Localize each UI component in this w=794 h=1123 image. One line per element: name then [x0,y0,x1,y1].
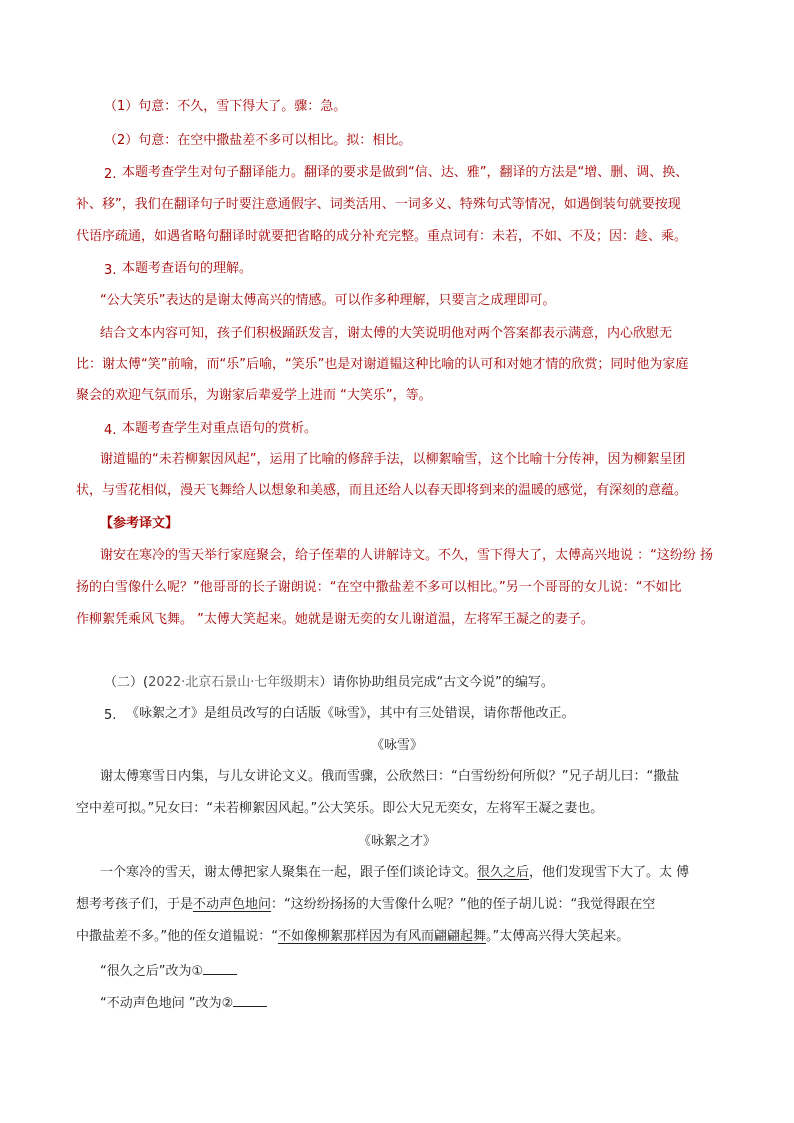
answer-2-number: 2. [104,167,117,182]
correction-2-label: “不动声色地问 ”改为② [100,996,234,1011]
section-2-header [104,674,554,692]
answer-3-line-4: 比：谢太傅“笑”前喻，而“乐”后喻，“笑乐”也是对谢道韫这种比喻的认可和对她才情的欣赏；同时他为家庭 [76,357,689,372]
answer-3-line-2: “公大笑乐”表达的是谢太傅高兴的情感。可以作多种理解，只要言之成理即可。 [100,293,556,308]
correction-1-blank[interactable] [203,962,237,975]
section-2-source: 2022·北京石景山·七年级期末 [148,675,320,690]
answer-4-line-2: 谢道韫的“未若柳絮因风起”，运用了比喻的修辞手法，以柳絮喻雪，这个比喻十分传神，因为柳絮呈团 [100,452,686,467]
reference-translation-title: 【参考译文】 [100,516,179,531]
section-2-suffix: ）请你协助组员完成“古文今说”的编写。 [319,675,554,690]
reference-translation-line-1: 谢安在寒冷的雪天举行家庭聚会，给子侄辈的人讲解诗文。不久，雪下得大了，太傅高兴地说 ：“这纷纷 扬 [100,548,714,563]
rewrite-line-2-text-b: ：“这纷纷扬扬的大雪像什么呢？”他的侄子胡儿说：“我觉得跟在空 [271,897,656,912]
correction-2 [100,994,267,1013]
rewrite-line-1 [100,864,689,882]
answer-2-line-1: 本题考查学生对句子翻译能力。翻译的要求是做到“信、达、雅”，翻译的方法是“增、删、调、换、 [122,165,689,180]
answer-4-number: 4. [104,423,117,438]
original-text-line-2: 空中差可拟。”兄女曰：“未若柳絮因风起。”公大笑乐。即公大兄无奕女，左将军王凝之妻也。 [76,801,604,816]
answer-1-part-1: （1）句意：不久，雪下得大了。骤：急。 [104,99,347,114]
rewrite-line-2 [76,896,655,914]
answer-2-line-3: 代语序疏通，如遇省略句翻译时就要把省略的成分补充完整。重点词有：未若，不如、不及；因：趁、乘。 [76,229,688,244]
question-5-prompt: 《咏絮之才》是组员改写的白话版《咏雪》，其中有三处错误，请你帮他改正。 [126,706,575,721]
correction-1 [100,962,237,981]
answer-3-line-5: 聚会的欢迎气氛而乐，为谢家后辈爱学上进而 “大笑乐”，等。 [76,388,432,403]
section-2-prefix: （二）( [104,675,149,690]
rewrite-line-2-text-a: 想考考孩子们，于是 [76,897,194,912]
rewrite-line-3 [76,928,629,946]
correction-1-label: “很久之后”改为① [100,964,204,979]
original-text-line-1: 谢太傅寒雪日内集，与儿女讲论文义。俄而雪骤，公欣然曰：“白雪纷纷何所似？”兄子胡儿曰：“撒盐 [100,769,680,784]
answer-3-number: 3. [104,263,117,278]
original-text-title: 《咏雪》 [370,738,423,753]
rewrite-title: 《咏絮之才》 [357,834,436,849]
answer-4-line-3: 状，与雪花相似，漫天飞舞给人以想象和美感，而且还给人以春天即将到来的温暖的感觉，有深刻的意蕴。 [76,483,688,498]
answer-4-line-1: 本题考查学生对重点语句的赏析。 [122,421,318,436]
answer-3-line-1: 本题考查语句的理解。 [122,261,253,276]
answer-1-part-2: （2）句意：在空中撒盐差不多可以相比。拟：相比。 [104,133,412,148]
error-phrase-1: 很久之后 [477,865,530,880]
rewrite-line-1-text-b: ，他们发现雪下大了。太 傅 [529,865,690,880]
rewrite-line-3-text-b: 。”太傅高兴得大笑起来。 [486,929,630,944]
error-phrase-2: 不动声色地问 [193,897,272,912]
reference-translation-line-2: 扬的白雪像什么呢？”他哥哥的长子谢朗说：“在空中撒盐差不多可以相比。”另一个哥哥的女儿说：“不如比 [76,580,682,595]
rewrite-line-1-text-a: 一个寒冷的雪天，谢太傅把家人聚集在一起，跟子侄们谈论诗文。 [100,865,478,880]
reference-translation-line-3: 作柳絮凭乘风飞舞。 ”太傅大笑起来。她就是谢无奕的女儿谢道温，左将军王凝之的妻子。 [76,612,594,627]
correction-2-blank[interactable] [233,994,267,1007]
error-phrase-3: 不如像柳絮那样因为有风而翩翩起舞 [277,929,486,944]
answer-3-line-3: 结合文本内容可知，孩子们积极踊跃发言，谢太傅的大笑说明他对两个答案都表示满意，内心欣慰无 [100,326,673,341]
question-5-number: 5. [104,708,117,723]
answer-2-line-2: 补、移”，我们在翻译句子时要注意通假字、词类活用、一词多义、特殊句式等情况，如遇倒装句就要按现 [76,197,681,212]
rewrite-line-3-text-a: 中撒盐差不多。”他的侄女道韫说：“ [76,929,278,944]
